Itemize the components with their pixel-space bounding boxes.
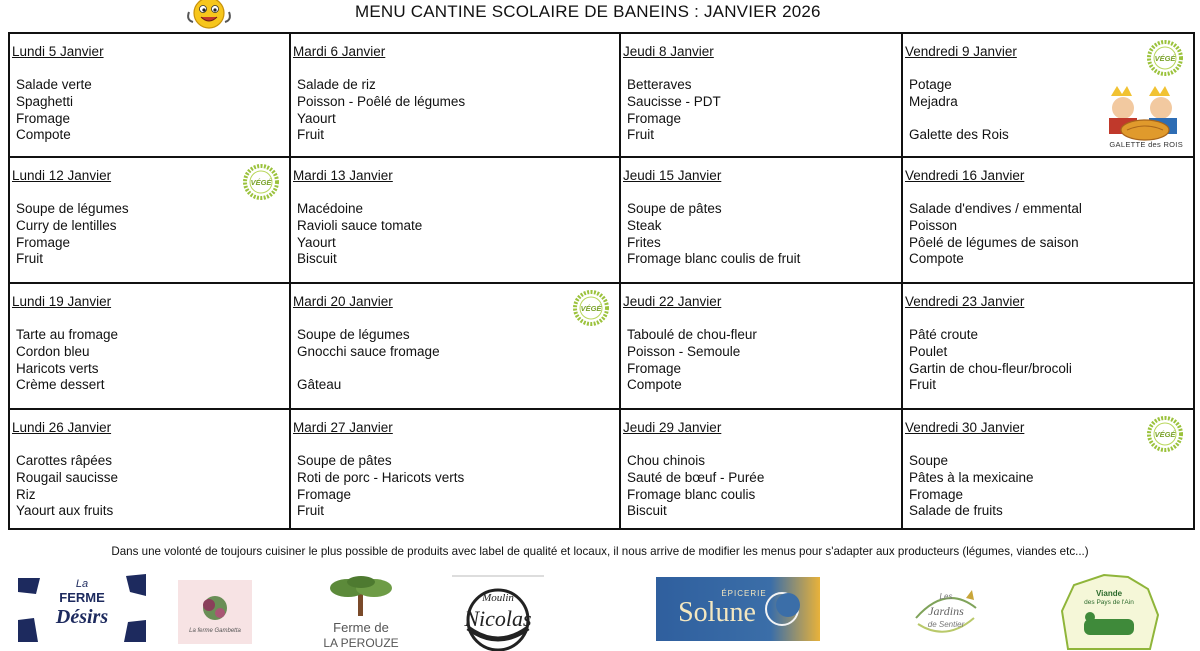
- dish-item: Compote: [909, 251, 964, 267]
- dish-item: Soupe: [909, 453, 949, 468]
- page-title: MENU CANTINE SCOLAIRE DE BANEINS : JANVIER 2026: [355, 2, 821, 21]
- logo-solune-big: Solune: [678, 597, 756, 628]
- dish-item: Crème dessert: [16, 377, 105, 393]
- logo-ferme-perouze: [318, 576, 404, 651]
- dish-item: Fromage: [909, 486, 964, 502]
- dish-list: [909, 77, 1009, 144]
- dish-item: Fruit: [909, 377, 936, 393]
- day-title: Lundi 5 Janvier: [12, 44, 104, 59]
- dish-list: [297, 327, 440, 394]
- day-title: Mardi 6 Janvier: [293, 44, 386, 59]
- menu-day-cell: [621, 34, 903, 158]
- logo-moulin-line2: Nicolas: [464, 606, 532, 631]
- dish-item: Soupe de légumes: [297, 327, 410, 342]
- logo-moulin-line1: Moulin: [482, 592, 514, 604]
- menu-day-cell: [903, 158, 1193, 284]
- dish-item: Fromage: [297, 486, 352, 502]
- logo-viande-pays-ain: [1054, 571, 1164, 651]
- dish-item: Poisson - Semoule: [627, 343, 741, 359]
- day-title: Vendredi 16 Janvier: [905, 168, 1025, 183]
- vege-badge-label: VÉGÉ: [580, 304, 602, 313]
- dish-item: [297, 361, 440, 378]
- menu-day-cell: [10, 410, 291, 528]
- menu-day-cell: [291, 158, 621, 284]
- dish-item: Rougail saucisse: [16, 469, 119, 485]
- dish-list: [16, 327, 118, 394]
- dish-list: [909, 453, 1034, 520]
- logo-desirs-line1: La: [75, 578, 89, 590]
- dish-item: Fruit: [16, 251, 43, 267]
- dish-item: Frites: [627, 234, 661, 250]
- logo-jardins-line2: Jardins: [928, 604, 964, 618]
- vege-badge-icon: [573, 290, 609, 326]
- dish-item: Compote: [627, 377, 682, 393]
- dish-item: Cordon bleu: [16, 343, 90, 359]
- dish-item: Gartin de chou-fleur/brocoli: [909, 360, 1072, 376]
- day-title: Lundi 19 Janvier: [12, 294, 112, 309]
- logo-epicerie-solune: [656, 577, 820, 641]
- dish-item: Fruit: [297, 503, 324, 519]
- logo-viande-line2: des Pays de l'Ain: [1084, 599, 1134, 606]
- dish-list: [627, 201, 800, 268]
- logo-perouze-line1: Ferme de: [333, 620, 389, 635]
- dish-list: [627, 327, 757, 394]
- dish-list: [297, 453, 464, 520]
- menu-day-cell: [291, 410, 621, 528]
- dish-list: [297, 77, 465, 144]
- day-title: Mardi 20 Janvier: [293, 294, 393, 309]
- menu-day-cell: [621, 158, 903, 284]
- dish-item: Soupe de pâtes: [627, 201, 722, 216]
- dish-item: [909, 111, 1009, 128]
- dish-list: [909, 327, 1072, 394]
- dish-item: Roti de porc - Haricots verts: [297, 469, 465, 485]
- footer-note: Dans une volonté de toujours cuisiner le plus possible de produits avec label de qualité et locaux, il nous arrive de modifier les menus pour s'adapter aux producteurs (légumes, viandes etc...): [111, 545, 1089, 558]
- dish-list: [627, 77, 721, 144]
- dish-item: Fruit: [627, 127, 654, 143]
- dish-item: Riz: [16, 486, 36, 502]
- logo-jardins-line3: de Sentier: [927, 620, 965, 629]
- dish-item: Steak: [627, 217, 662, 233]
- dish-item: Fromage blanc coulis de fruit: [627, 251, 801, 267]
- menu-day-cell: [903, 410, 1193, 528]
- menu-day-cell: [903, 34, 1193, 158]
- day-title: Mardi 27 Janvier: [293, 420, 393, 435]
- day-title: Vendredi 9 Janvier: [905, 44, 1017, 59]
- logo-ferme-des-desirs: [18, 574, 146, 642]
- dish-list: [909, 201, 1082, 268]
- menu-grid: [8, 32, 1195, 530]
- dish-item: Pôelé de légumes de saison: [909, 234, 1079, 250]
- menu-day-cell: [291, 34, 621, 158]
- vege-badge-label: VÉGÉ: [1154, 54, 1176, 63]
- dish-item: Fromage: [627, 110, 682, 126]
- dish-item: Pâtes à la mexicaine: [909, 469, 1034, 485]
- dish-item: Haricots verts: [16, 360, 99, 376]
- logo-gambetta-text: La ferme Gambetta: [189, 628, 241, 634]
- dish-item: Soupe de pâtes: [297, 453, 392, 468]
- dish-item: Spaghetti: [16, 93, 74, 109]
- dish-item: Fromage blanc coulis: [627, 486, 756, 502]
- dish-item: Potage: [909, 77, 952, 92]
- dish-item: Macédoine: [297, 201, 364, 216]
- dish-item: Fromage: [16, 234, 71, 250]
- dish-item: Gnocchi sauce fromage: [297, 343, 440, 359]
- menu-day-cell: [903, 284, 1193, 410]
- menu-day-cell: [621, 410, 903, 528]
- dish-item: Salade de fruits: [909, 503, 1003, 519]
- dish-item: Poulet: [909, 343, 948, 359]
- vege-badge-icon: [243, 164, 279, 200]
- chef-mascot-icon: [184, 0, 234, 30]
- day-title: Lundi 12 Janvier: [12, 168, 112, 183]
- day-title: Jeudi 8 Janvier: [623, 44, 714, 59]
- dish-item: Chou chinois: [627, 453, 706, 468]
- vege-badge-label: VÉGÉ: [1154, 430, 1176, 439]
- menu-day-cell: [10, 158, 291, 284]
- day-title: Jeudi 22 Janvier: [623, 294, 722, 309]
- logo-ferme-gambetta: [178, 580, 252, 644]
- day-title: Lundi 26 Janvier: [12, 420, 112, 435]
- dish-item: Compote: [16, 127, 71, 143]
- dish-list: [16, 77, 92, 144]
- dish-item: Saucisse - PDT: [627, 93, 721, 109]
- dish-list: [16, 201, 129, 268]
- menu-day-cell: [621, 284, 903, 410]
- dish-item: Carottes râpées: [16, 453, 113, 468]
- day-title: Jeudi 15 Janvier: [623, 168, 722, 183]
- logo-desirs-line3: Désirs: [55, 606, 109, 628]
- dish-list: [627, 453, 764, 520]
- dish-item: Salade d'endives / emmental: [909, 201, 1082, 216]
- dish-item: Tarte au fromage: [16, 327, 119, 342]
- dish-item: Yaourt: [297, 234, 336, 250]
- dish-item: Salade verte: [16, 77, 92, 92]
- dish-item: Biscuit: [627, 503, 667, 519]
- dish-item: Yaourt aux fruits: [16, 503, 114, 519]
- dish-list: [16, 453, 118, 520]
- dish-item: Fruit: [297, 127, 324, 143]
- vege-badge-label: VÉGÉ: [250, 178, 272, 187]
- dish-item: Biscuit: [297, 251, 337, 267]
- day-title: Jeudi 29 Janvier: [623, 420, 722, 435]
- vege-badge-icon: [1147, 40, 1183, 76]
- dish-item: Sauté de bœuf - Purée: [627, 469, 765, 485]
- logo-viande-line1: Viande: [1095, 589, 1123, 598]
- logo-perouze-line2: LA PEROUZE: [323, 636, 399, 650]
- menu-day-cell: [10, 34, 291, 158]
- logo-solune-small: ÉPICERIE: [721, 589, 767, 598]
- logo-moulin-nicolas: [448, 574, 548, 651]
- logo-jardins-line1: Les: [939, 592, 953, 601]
- dish-item: Mejadra: [909, 93, 958, 109]
- menu-day-cell: [291, 284, 621, 410]
- logo-jardins: [906, 578, 986, 646]
- dish-item: Poisson: [909, 217, 958, 233]
- dish-item: Pâté croute: [909, 327, 979, 342]
- dish-item: Galette des Rois: [909, 127, 1009, 143]
- vege-badge-icon: [1147, 416, 1183, 452]
- dish-item: Gâteau: [297, 377, 342, 393]
- dish-item: Poisson - Poêlé de légumes: [297, 93, 466, 109]
- menu-day-cell: [10, 284, 291, 410]
- dish-item: Ravioli sauce tomate: [297, 217, 423, 233]
- dish-item: Yaourt: [297, 110, 336, 126]
- dish-item: Salade de riz: [297, 77, 376, 92]
- galette-caption: GALETTE des ROIS: [1109, 140, 1183, 149]
- dish-item: Fromage: [16, 110, 71, 126]
- day-title: Mardi 13 Janvier: [293, 168, 393, 183]
- dish-item: Betteraves: [627, 77, 692, 92]
- dish-list: [297, 201, 422, 268]
- dish-item: Curry de lentilles: [16, 217, 117, 233]
- logo-desirs-line2: FERME: [59, 590, 105, 605]
- day-title: Vendredi 30 Janvier: [905, 420, 1025, 435]
- title-row: [0, 0, 1200, 30]
- dish-item: Fromage: [627, 360, 682, 376]
- dish-item: Soupe de légumes: [16, 201, 129, 216]
- day-title: Vendredi 23 Janvier: [905, 294, 1025, 309]
- dish-item: Taboulé de chou-fleur: [627, 327, 757, 342]
